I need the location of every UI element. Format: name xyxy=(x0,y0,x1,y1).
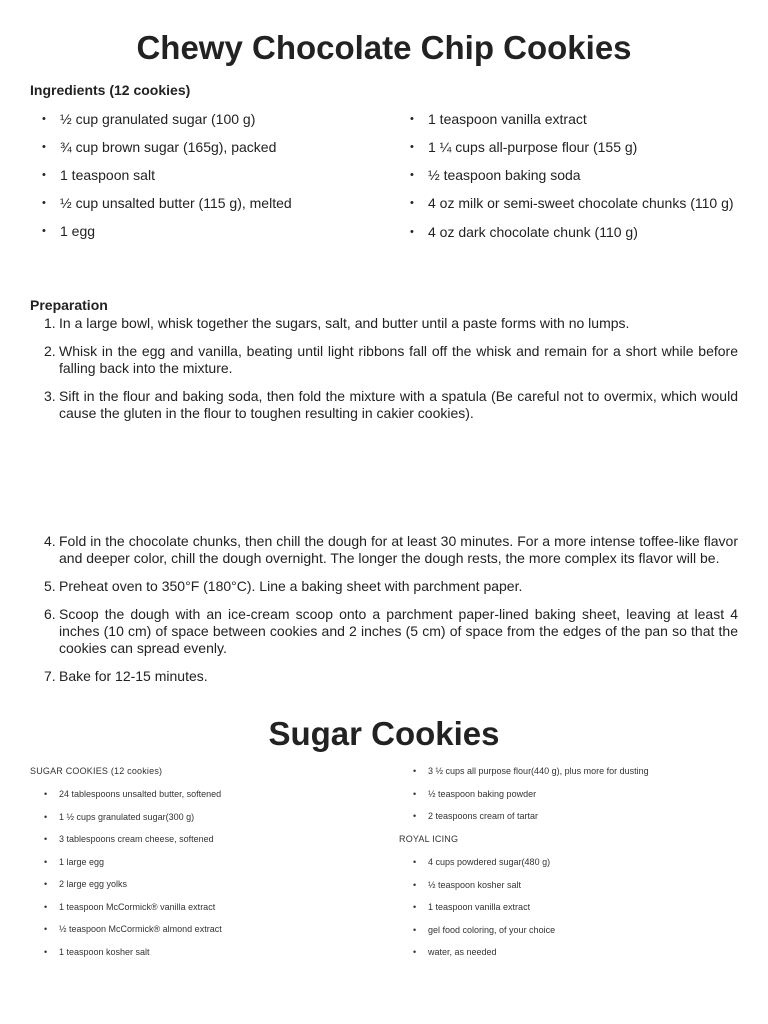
preparation-steps-part1 xyxy=(30,315,738,433)
step-text: Whisk in the egg and vanilla, beating until light ribbons fall off the whisk and remain for a short while before falling back into the mixture. xyxy=(59,343,738,376)
step-text: In a large bowl, whisk together the sugars, salt, and butter until a paste forms with no lumps. xyxy=(59,315,630,331)
step-number: 1. xyxy=(44,315,56,331)
step-item xyxy=(30,388,738,422)
royal-icing-heading: ROYAL ICING xyxy=(399,834,459,844)
sugar-cookies-list-right xyxy=(399,766,739,834)
ingredient-item: • 4 oz milk or semi-sweet chocolate chunks (110 g) xyxy=(398,195,739,212)
ingredient-item: • gel food coloring, of your choice xyxy=(399,925,739,936)
ingredients-heading: Ingredients (12 cookies) xyxy=(30,82,191,98)
ingredient-item: • 3 tablespoons cream cheese, softened xyxy=(30,834,370,845)
step-text: Sift in the flour and baking soda, then fold the mixture with a spatula (Be careful not to overmix, which would cause the gluten in the flour to toughen resulting in cakier cookies). xyxy=(59,388,738,421)
ingredient-item: • ½ teaspoon McCormick® almond extract xyxy=(30,924,370,935)
ingredient-item: • 1 teaspoon vanilla extract xyxy=(398,111,739,128)
ingredient-item: • 2 teaspoons cream of tartar xyxy=(399,811,739,822)
ingredient-item: • 2 large egg yolks xyxy=(30,879,370,890)
step-number: 3. xyxy=(44,388,56,404)
step-number: 6. xyxy=(44,606,56,622)
step-item xyxy=(30,668,738,685)
ingredients-list-right xyxy=(398,111,739,252)
ingredient-item: • ½ teaspoon baking powder xyxy=(399,789,739,800)
ingredient-item: • 1 teaspoon vanilla extract xyxy=(399,902,739,913)
step-text: Fold in the chocolate chunks, then chill the dough for at least 30 minutes. For a more intense toffee-like flavor and deeper color, chill the dough overnight. The longer the dough rests, the more complex its flavor will be. xyxy=(59,533,738,566)
sugar-cookies-list xyxy=(30,789,370,969)
ingredient-item: • water, as needed xyxy=(399,947,739,958)
step-text: Preheat oven to 350°F (180°C). Line a baking sheet with parchment paper. xyxy=(59,578,523,594)
preparation-steps-part2 xyxy=(30,533,738,696)
step-item xyxy=(30,533,738,567)
preparation-heading: Preparation xyxy=(30,297,108,313)
ingredient-item: • 1 teaspoon salt xyxy=(30,167,370,184)
ingredient-item: • ½ teaspoon baking soda xyxy=(398,167,739,184)
ingredient-item: • 1 ¼ cups all-purpose flour (155 g) xyxy=(398,139,739,156)
step-number: 5. xyxy=(44,578,56,594)
ingredients-list-left xyxy=(30,111,370,251)
step-number: 4. xyxy=(44,533,56,549)
step-item xyxy=(30,578,738,595)
ingredient-item: • ¾ cup brown sugar (165g), packed xyxy=(30,139,370,156)
ingredient-item: • 4 cups powdered sugar(480 g) xyxy=(399,857,739,868)
step-item xyxy=(30,315,738,332)
sugar-cookies-heading: SUGAR COOKIES (12 cookies) xyxy=(30,766,163,776)
ingredient-item: • 3 ½ cups all purpose flour(440 g), plus more for dusting xyxy=(399,766,739,777)
ingredient-item: • 24 tablespoons unsalted butter, softened xyxy=(30,789,370,800)
step-text: Bake for 12-15 minutes. xyxy=(59,668,208,684)
step-number: 7. xyxy=(44,668,56,684)
step-number: 2. xyxy=(44,343,56,359)
ingredient-item: • 1 teaspoon kosher salt xyxy=(30,947,370,958)
step-text: Scoop the dough with an ice-cream scoop onto a parchment paper-lined baking sheet, leaving at least 4 inches (10 cm) of space between cookies and 2 inches (5 cm) of space from the edges of the pan so that the cookies can spread evenly. xyxy=(59,606,738,656)
ingredient-item: • ½ cup granulated sugar (100 g) xyxy=(30,111,370,128)
royal-icing-list xyxy=(399,857,739,970)
ingredient-item: • 1 ½ cups granulated sugar(300 g) xyxy=(30,812,370,823)
recipe-title-sugar-cookies: Sugar Cookies xyxy=(268,715,500,752)
recipe-title-chocolate-chip: Chewy Chocolate Chip Cookies xyxy=(136,29,632,66)
ingredient-item: • 1 teaspoon McCormick® vanilla extract xyxy=(30,902,370,913)
ingredient-item: • ½ teaspoon kosher salt xyxy=(399,880,739,891)
ingredient-item: • 1 large egg xyxy=(30,857,370,868)
ingredient-item: • 1 egg xyxy=(30,223,370,240)
step-item xyxy=(30,343,738,377)
ingredient-item: • 4 oz dark chocolate chunk (110 g) xyxy=(398,224,739,241)
step-item xyxy=(30,606,738,657)
ingredient-item: • ½ cup unsalted butter (115 g), melted xyxy=(30,195,370,212)
